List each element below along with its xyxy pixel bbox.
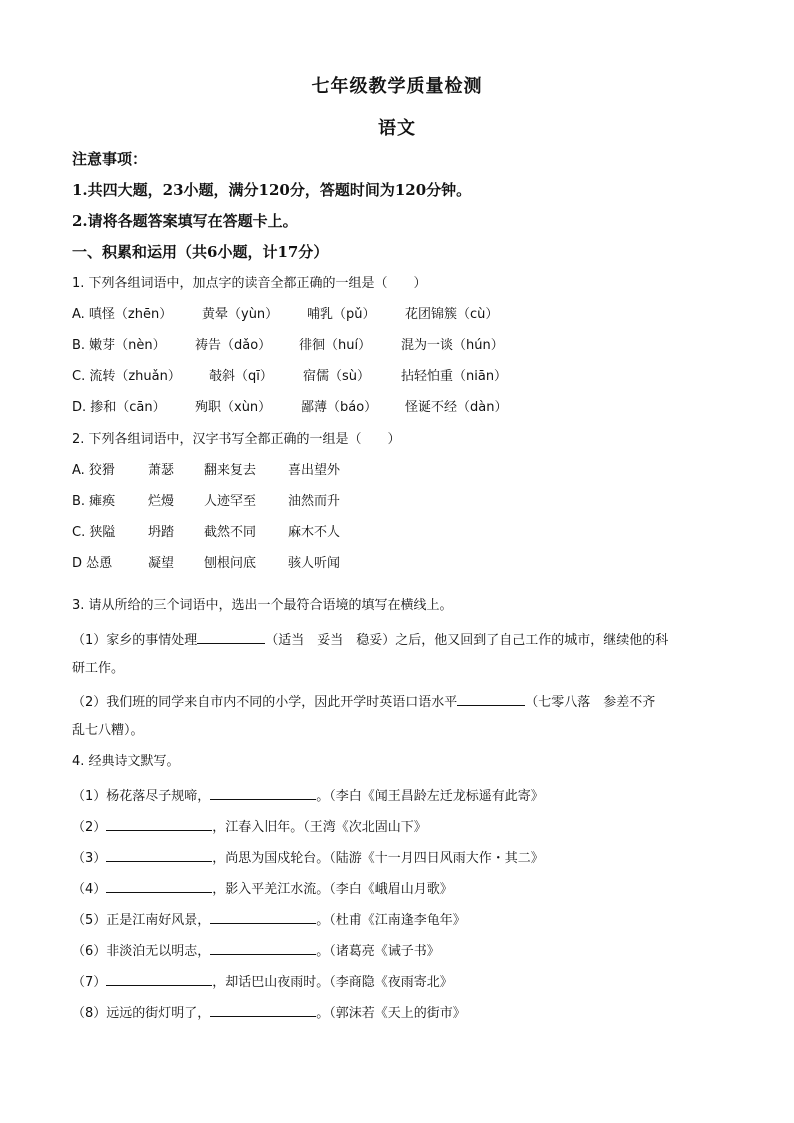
answer-blank xyxy=(106,816,212,831)
section-1-heading: 一、积累和运用（共6小题，计17分） xyxy=(72,243,329,261)
answer-blank xyxy=(210,1002,316,1017)
q4-item-4-prefix: （4） xyxy=(72,882,107,897)
q1-stem: 1. 下列各组词语中，加点字的读音全都正确的一组是（ ） xyxy=(72,276,427,291)
q4-item-5 xyxy=(72,909,466,930)
notice-item-1: 1.共四大题，23小题，满分120分，答题时间为120分钟。 xyxy=(72,181,472,199)
q2-option-c-word-4: 麻木不人 xyxy=(288,525,341,540)
q4-item-6-suffix: 。（诸葛亮《诫子书》 xyxy=(316,944,440,959)
answer-blank xyxy=(210,909,316,924)
q1-option-c-word-3: 宿儒（sù） xyxy=(303,369,371,384)
q4-item-1-suffix: 。（李白《闻王昌龄左迁龙标遥有此寄》 xyxy=(316,789,544,804)
answer-blank xyxy=(106,878,212,893)
q4-item-8 xyxy=(72,1002,466,1023)
q1-option-d-word-3: 鄙薄（báo） xyxy=(301,400,378,415)
q4-item-6 xyxy=(72,940,440,961)
q2-option-d-word-4: 骇人听闻 xyxy=(288,556,341,571)
q4-item-2-suffix: ，江春入旧年。（王湾《次北固山下》 xyxy=(212,820,427,835)
q1-option-b-word-3: 徘徊（huí） xyxy=(299,338,372,353)
q4-item-3-prefix: （3） xyxy=(72,851,107,866)
q2-option-c-word-3: 截然不同 xyxy=(204,525,257,540)
q3-part-1 xyxy=(72,629,668,650)
q4-item-5-suffix: 。（杜甫《江南逢李龟年》 xyxy=(316,913,466,928)
q2-option-b-word-4: 油然而升 xyxy=(288,494,341,509)
q3-part-2-text-b: （七零八落 参差不齐 xyxy=(525,695,656,710)
q2-option-d-word-1: D 怂恿 xyxy=(72,556,113,571)
q1-option-a-word-1: A. 嗔怪（zhēn） xyxy=(72,307,173,322)
notice-item-2: 2.请将各题答案填写在答题卡上。 xyxy=(72,212,298,230)
q3-part-2 xyxy=(72,691,655,712)
q2-option-d-word-2: 凝望 xyxy=(148,556,175,571)
q1-option-a-word-2: 黄晕（yùn） xyxy=(202,307,279,322)
q2-option-a-word-1: A. 狡猾 xyxy=(72,463,115,478)
q4-item-7 xyxy=(72,971,453,992)
q1-option-d-word-4: 怪诞不经（dàn） xyxy=(405,400,508,415)
q3-part-1-text-a: （1）家乡的事情处理 xyxy=(72,633,198,648)
q4-item-8-prefix: （8）远远的街灯明了， xyxy=(72,1006,211,1021)
q2-option-b-word-2: 烂熳 xyxy=(148,494,175,509)
q1-option-d-word-2: 殉职（xùn） xyxy=(195,400,272,415)
q2-option-b-word-3: 人迹罕至 xyxy=(204,494,257,509)
q4-item-7-suffix: ，却话巴山夜雨时。（李商隐《夜雨寄北》 xyxy=(212,975,453,990)
q2-option-c-word-1: C. 狭隘 xyxy=(72,525,116,540)
q3-part-2-text-a: （2）我们班的同学来自市内不同的小学，因此开学时英语口语水平 xyxy=(72,695,458,710)
notice-heading: 注意事项： xyxy=(72,150,148,168)
q3-stem: 3. 请从所给的三个词语中，选出一个最符合语境的填写在横线上。 xyxy=(72,598,453,613)
q4-item-8-suffix: 。（郭沫若《天上的街市》 xyxy=(316,1006,466,1021)
q1-option-a-word-3: 哺乳（pǔ） xyxy=(307,307,376,322)
q2-option-a-word-3: 翻来复去 xyxy=(204,463,257,478)
q2-option-a-word-2: 萧瑟 xyxy=(148,463,175,478)
q4-item-7-prefix: （7） xyxy=(72,975,107,990)
answer-blank xyxy=(210,785,316,800)
q4-item-5-prefix: （5）正是江南好风景， xyxy=(72,913,211,928)
q4-item-3 xyxy=(72,847,544,868)
answer-blank xyxy=(106,971,212,986)
answer-blank xyxy=(210,940,316,955)
answer-blank xyxy=(457,691,525,706)
q2-option-d-word-3: 刨根问底 xyxy=(204,556,257,571)
answer-blank xyxy=(197,629,265,644)
q1-option-b-word-1: B. 嫩芽（nèn） xyxy=(72,338,166,353)
q3-part-2-cont: 乱七八糟）。 xyxy=(72,723,144,738)
q4-item-4 xyxy=(72,878,453,899)
q4-item-1-prefix: （1）杨花落尽子规啼， xyxy=(72,789,211,804)
q1-option-c-word-2: 攲斜（qī） xyxy=(209,369,273,384)
q2-stem: 2. 下列各组词语中，汉字书写全都正确的一组是（ ） xyxy=(72,432,401,447)
q2-option-a-word-4: 喜出望外 xyxy=(288,463,341,478)
q4-item-1 xyxy=(72,785,544,806)
q1-option-c-word-1: C. 流转（zhuǎn） xyxy=(72,369,181,384)
q1-option-b-word-2: 祷告（dǎo） xyxy=(195,338,272,353)
q4-item-3-suffix: ，尚思为国戍轮台。（陆游《十一月四日风雨大作・其二》 xyxy=(212,851,544,866)
q3-part-1-cont: 研工作。 xyxy=(72,661,125,676)
q4-item-6-prefix: （6）非淡泊无以明志， xyxy=(72,944,211,959)
answer-blank xyxy=(106,847,212,862)
q2-option-c-word-2: 坍踏 xyxy=(148,525,175,540)
exam-subject: 语文 xyxy=(378,118,416,139)
q1-option-d-word-1: D. 掺和（cān） xyxy=(72,400,166,415)
q3-part-1-text-b: （适当 妥当 稳妥）之后，他又回到了自己工作的城市，继续他的科 xyxy=(265,633,669,648)
exam-title: 七年级教学质量检测 xyxy=(311,76,483,97)
q4-item-2-prefix: （2） xyxy=(72,820,107,835)
q4-item-4-suffix: ，影入平羌江水流。（李白《峨眉山月歌》 xyxy=(212,882,453,897)
q1-option-a-word-4: 花团锦簇（cù） xyxy=(405,307,499,322)
q4-stem: 4. 经典诗文默写。 xyxy=(72,754,180,769)
q4-item-2 xyxy=(72,816,427,837)
q2-option-b-word-1: B. 瘫痪 xyxy=(72,494,116,509)
q1-option-c-word-4: 拈轻怕重（niān） xyxy=(401,369,508,384)
q1-option-b-word-4: 混为一谈（hún） xyxy=(401,338,504,353)
